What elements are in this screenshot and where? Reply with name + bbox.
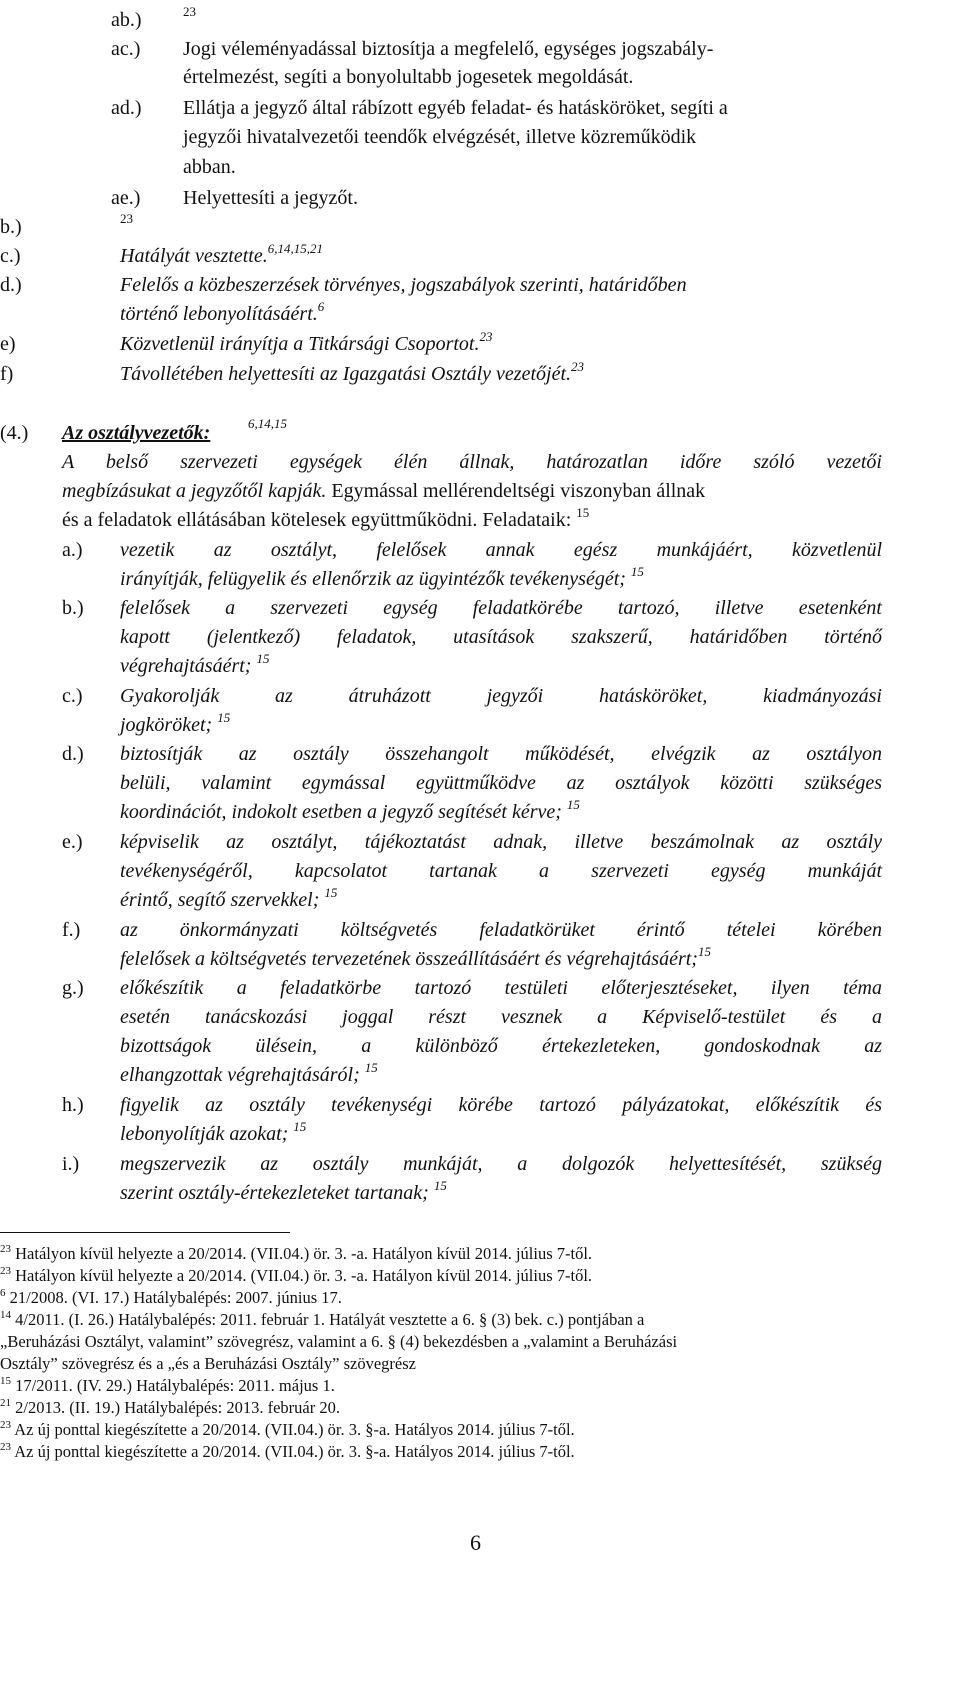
footnote-item: $^{23}$ Az új ponttal kiegészítette a 20/2014. (VII.04.) ör. 3. §-a. Hatályos 2014. július 7-től. <box>0 1419 575 1439</box>
footnote-item: $^{23}$ Hatályon kívül helyezte a 20/2014. (VII.04.) ör. 3. -a. Hatályon kívül 2014. július 7-től. <box>0 1243 593 1263</box>
item-ac-line1: Jogi véleményadással biztosítja a megfelelő, egységes jogszabály- <box>183 38 714 60</box>
duty-f-line1: az önkormányzati költségvetés feladatkörüket érintő tételei körében <box>120 919 882 941</box>
duty-g-mark: g.) <box>62 977 84 999</box>
item-ac-mark: ac.) <box>111 38 141 60</box>
item-e-text: Közvetlenül irányítja a Titkársági Csoportot.$^{23}$ <box>120 329 493 355</box>
footnote-ref: 15 <box>566 797 580 812</box>
duty-g-line4: elhangzottak végrehajtásáról; $^{15}$ <box>120 1060 378 1086</box>
duty-d-line2: belüli, valamint egymással együttműködve az osztályok közötti szükséges <box>120 772 882 794</box>
footnote-ref: 15 <box>293 1119 307 1134</box>
section-intro-line1: A belső szervezeti egységek élén állnak, határozatlan időre szóló vezetői <box>62 451 882 473</box>
duty-e-mark: e.) <box>62 831 83 853</box>
item-ae-mark: ae.) <box>111 187 141 209</box>
duty-b-line3: végrehajtásáért; $^{15}$ <box>120 651 270 677</box>
item-ab-mark: ab.) <box>111 9 142 31</box>
duty-g-line1: előkészítik a feladatkörbe tartozó testületi előterjesztéseket, ilyen téma <box>120 977 882 999</box>
footnote-ref: 15 <box>256 651 270 666</box>
item-d-mark: d.) <box>0 274 22 296</box>
footnote-ref: 15 <box>697 944 711 959</box>
duty-e-line2: tevékenységéről, kapcsolatot tartanak a szervezeti egység munkáját <box>120 860 882 882</box>
item-ab-sup: 23 <box>183 4 196 19</box>
item-c-mark: c.) <box>0 245 21 267</box>
duty-a-line1: vezetik az osztályt, felelősek annak egész munkájáért, közvetlenül <box>120 539 882 561</box>
item-f-text: Távollétében helyettesíti az Igazgatási Osztály vezetőjét.$^{23}$ <box>120 359 585 385</box>
section-title: Az osztályvezetők: <box>62 422 211 444</box>
duty-b-mark: b.) <box>62 597 84 619</box>
duty-g-line3: bizottságok ülésein, a különböző értekezleteken, gondoskodnak az <box>120 1035 882 1057</box>
item-c-text: Hatályát vesztette.$^{6,14,15,21}$ <box>120 241 323 267</box>
footnote-ref: 15 <box>324 885 338 900</box>
item-ad-line3: abban. <box>183 156 236 178</box>
item-ae-text: Helyettesíti a jegyzőt. <box>183 187 358 209</box>
footnote-item: Osztály” szövegrész és a „és a Beruházási Osztály” szövegrész <box>0 1354 416 1373</box>
duty-i-mark: i.) <box>62 1153 80 1175</box>
footnote-ref: 23 <box>479 329 493 344</box>
footnote-item: $^{15}$ 17/2011. (IV. 29.) Hatálybalépés: 2011. május 1. <box>0 1375 335 1395</box>
footnote-ref: 15 <box>217 710 231 725</box>
section-number: (4.) <box>0 422 29 444</box>
footnote-item: $^6$ 21/2008. (VI. 17.) Hatálybalépés: 2007. június 17. <box>0 1287 342 1307</box>
duty-f-line2: felelősek a költségvetés tervezetének összeállításáért és végrehajtásáért;$^{15}$ <box>120 944 711 970</box>
item-b-sup: 23 <box>120 211 133 226</box>
footnote-ref: 6 <box>317 299 325 314</box>
section-title-sup: 6,14,15 <box>248 416 287 431</box>
item-b-mark: b.) <box>0 216 22 238</box>
duty-d-mark: d.) <box>62 743 84 765</box>
footnote-item: $^{23}$ Hatályon kívül helyezte a 20/2014. (VII.04.) ör. 3. -a. Hatályon kívül 2014. július 7-től. <box>0 1265 593 1285</box>
footnote-ref: 15 <box>433 1178 447 1193</box>
duty-a-line2: irányítják, felügyelik és ellenőrzik az ügyintézők tevékenységét; $^{15}$ <box>120 564 644 590</box>
duty-c-line2: jogköröket; $^{15}$ <box>120 710 231 736</box>
duty-b-line2: kapott (jelentkező) feladatok, utasítások szakszerű, határidőben történő <box>120 626 882 648</box>
item-ac-line2: értelmezést, segíti a bonyolultabb jogesetek megoldását. <box>183 66 634 88</box>
duty-d-line1: biztosítják az osztály összehangolt működését, elvégzik az osztályon <box>120 743 882 765</box>
item-ad-line2: jegyzői hivatalvezetői teendők elvégzését, illetve közreműködik <box>183 126 697 148</box>
footnote-item: „Beruházási Osztályt, valamint” szövegrész, valamint a 6. § (4) bekezdésben a „valamint a Beruházási <box>0 1332 678 1351</box>
duty-c-line1: Gyakorolják az átruházott jegyzői hatásköröket, kiadmányozási <box>120 685 882 707</box>
footnote-item: $^{23}$ Az új ponttal kiegészítette a 20/2014. (VII.04.) ör. 3. §-a. Hatályos 2014. július 7-től. <box>0 1441 575 1461</box>
duty-i-line2: szerint osztály-értekezleteket tartanak; $^{15}$ <box>120 1178 447 1204</box>
item-ad-mark: ad.) <box>111 97 142 119</box>
duty-d-line3: koordinációt, indokolt esetben a jegyző segítését kérve; $^{15}$ <box>120 797 580 823</box>
page-number: 6 <box>470 1530 481 1555</box>
duty-h-line2: lebonyolítják azokat; $^{15}$ <box>120 1119 307 1145</box>
footnote-ref: 15 <box>364 1060 378 1075</box>
duty-g-line2: esetén tanácskozási joggal részt vesznek a Képviselő-testület és a <box>120 1006 882 1028</box>
duty-i-line1: megszervezik az osztály munkáját, a dolgozók helyettesítését, szükség <box>120 1153 882 1175</box>
item-d-line1: Felelős a közbeszerzések törvényes, jogszabályok szerinti, határidőben <box>120 274 687 296</box>
item-ad-line1: Ellátja a jegyző által rábízott egyéb feladat- és hatásköröket, segíti a <box>183 97 728 119</box>
section-intro-line3: és a feladatok ellátásában kötelesek együttműködni. Feladataik: $^{15}$ <box>62 505 590 531</box>
footnote-item: $^{14}$ 4/2011. (I. 26.) Hatálybalépés: 2011. február 1. Hatályát vesztette a 6. § (3) bek. c.) pontjában a <box>0 1309 645 1329</box>
duty-h-line1: figyelik az osztály tevékenységi körébe tartozó pályázatokat, előkészítik és <box>120 1094 882 1116</box>
footnote-ref: 15 <box>576 505 590 520</box>
footnote-ref: 6,14,15,21 <box>267 241 323 256</box>
item-e-mark: e) <box>0 333 16 355</box>
duty-a-mark: a.) <box>62 539 83 561</box>
duty-h-mark: h.) <box>62 1094 84 1116</box>
duty-b-line1: felelősek a szervezeti egység feladatkörébe tartozó, illetve esetenként <box>120 597 882 619</box>
item-f-mark: f) <box>0 363 14 385</box>
section-intro-line2: megbízásukat a jegyzőtől kapják. Egymással mellérendeltségi viszonyban állnak <box>62 480 706 502</box>
duty-c-mark: c.) <box>62 685 83 707</box>
duty-e-line1: képviselik az osztályt, tájékoztatást adnak, illetve beszámolnak az osztály <box>120 831 882 853</box>
item-d-line2: történő lebonyolításáért.$^6$ <box>120 299 325 325</box>
footnote-item: $^{21}$ 2/2013. (II. 19.) Hatálybalépés: 2013. február 20. <box>0 1397 340 1417</box>
footnote-ref: 23 <box>571 359 585 374</box>
footnote-ref: 15 <box>630 564 644 579</box>
footnote-separator <box>0 1232 290 1233</box>
duty-e-line3: érintő, segítő szervekkel; $^{15}$ <box>120 885 338 911</box>
duty-f-mark: f.) <box>62 919 81 941</box>
